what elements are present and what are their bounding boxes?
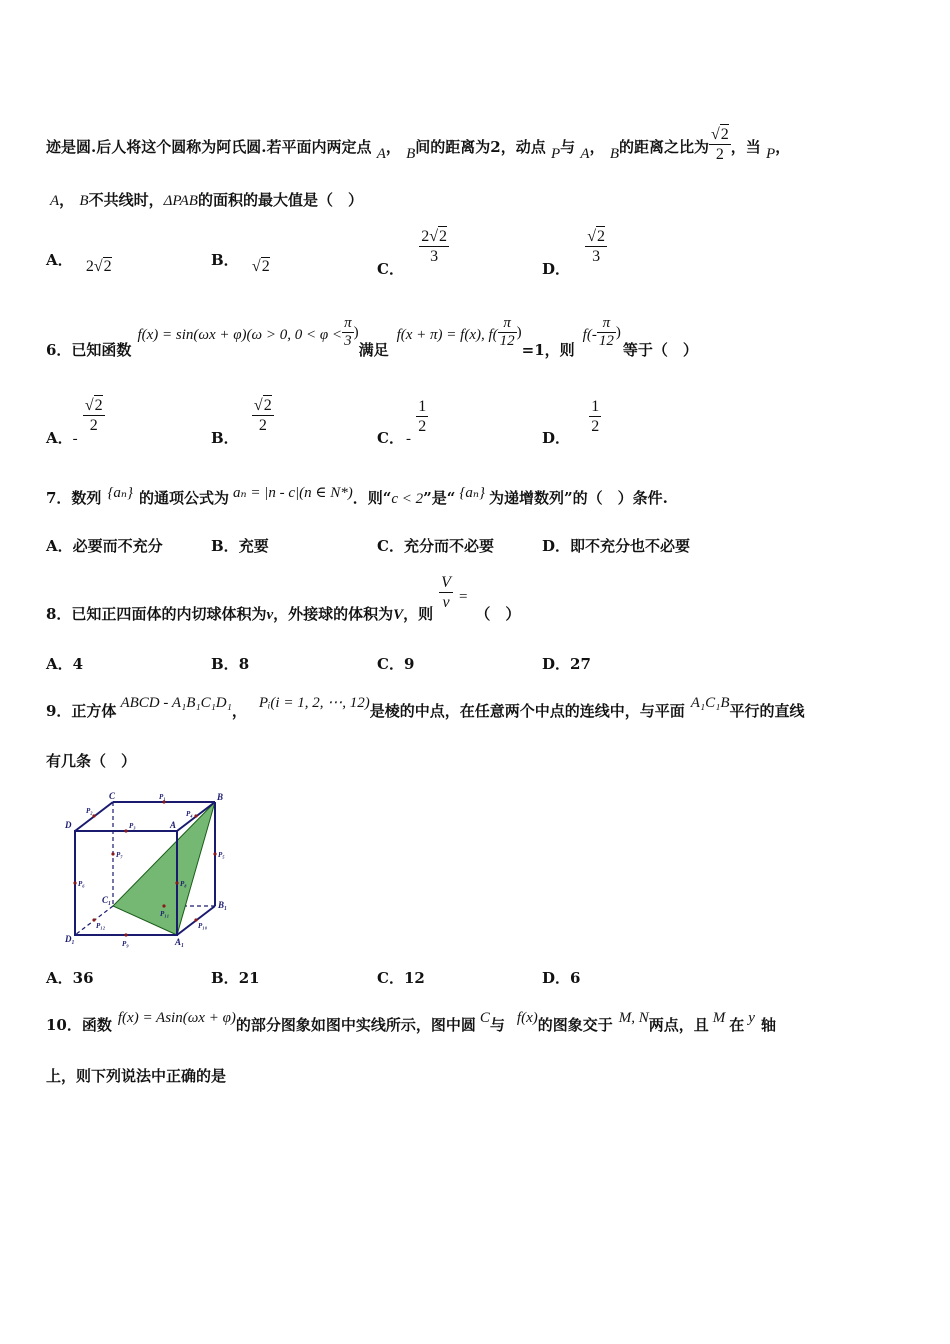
q9-plane: A₁C₁B	[690, 695, 730, 711]
q5-point-a2: A	[580, 146, 590, 162]
q5-l2-point-b: B	[79, 193, 89, 209]
q6-option-a[interactable]	[46, 395, 105, 447]
q8-big-v: V	[393, 606, 404, 623]
q6-paren-3: )	[615, 324, 621, 341]
q6-paren-2: )	[516, 324, 522, 341]
q10-function: f(x) = Asin(ωx + φ)	[117, 1010, 236, 1026]
q7-sequence: {aₙ}	[107, 485, 134, 501]
q8-small-v: v	[266, 606, 274, 623]
q8-fraction: $\frac{V}{v}$	[441, 574, 451, 611]
q9-option-b-text: 21	[238, 969, 260, 987]
label-b1: B₁	[218, 900, 228, 910]
label-p2: P₂	[86, 807, 93, 815]
q6-option-c-sign: -	[405, 430, 411, 447]
q7-text-3: ．则“	[352, 489, 392, 507]
q8-option-c-letter: C．	[377, 655, 404, 673]
q5-option-d-value: $\frac{√2}{3}$	[587, 228, 606, 265]
q5-text-4: 的距离之比为	[618, 138, 709, 156]
q10-line	[46, 1010, 776, 1035]
q5-option-c-value: $\frac{2√2}{3}$	[421, 228, 447, 265]
q7-option-d-letter: D．	[542, 537, 571, 555]
q6-option-c-value: $\frac{1}{2}$	[418, 398, 427, 435]
label-p1: P₁	[159, 793, 166, 801]
q8-option-b-letter: B．	[211, 655, 239, 673]
q6-option-c[interactable]	[377, 397, 428, 447]
q10-text-2: 的部分图象如图中实线所示，图中圆	[235, 1016, 476, 1034]
q9-option-c-text: 12	[403, 969, 425, 987]
q8-option-a[interactable]	[46, 653, 83, 674]
q8-equals: =	[458, 588, 468, 605]
q5-text-2: 间的距离为2，动点	[415, 138, 546, 156]
q6-option-a-sign: -	[72, 431, 78, 447]
q5-option-b-letter: B．	[211, 251, 239, 269]
q9-option-d-letter: D．	[542, 969, 571, 987]
q7-number: 7．数列	[46, 489, 102, 507]
q6-ask: f(-	[582, 326, 597, 343]
q10-points-mn: M, N	[618, 1010, 649, 1026]
q9-option-a-letter: A．	[46, 969, 73, 987]
q8-option-b-text: 8	[238, 655, 250, 673]
q5-comma-2: ，	[589, 138, 605, 156]
q5-option-a-value: 2√2	[85, 258, 112, 275]
q7-formula: aₙ = |n - c|(n ∈ N*)	[233, 485, 353, 501]
q10-point-m: M	[712, 1010, 726, 1026]
q9-option-c[interactable]	[377, 967, 425, 988]
q6-frac-pi-12: $\frac{\pi}{12}$	[499, 315, 515, 349]
label-a1: A₁	[175, 937, 185, 947]
label-p12: P₁₂	[96, 922, 106, 930]
q6-number: 6．已知函数	[46, 340, 132, 359]
q8-text-4: （ ）	[475, 604, 521, 623]
q5-option-d-letter: D．	[542, 260, 571, 278]
q5-text-3: 与	[560, 138, 576, 156]
q9-option-c-letter: C．	[377, 969, 404, 987]
q7-condition: c < 2	[391, 491, 424, 507]
q7-option-b-letter: B．	[211, 537, 239, 555]
label-p5: P₅	[218, 851, 225, 859]
q7-option-a[interactable]	[46, 535, 163, 556]
q5-option-d[interactable]	[542, 226, 607, 278]
label-p10: P₁₀	[198, 922, 208, 930]
q8-text-2: ，外接球的体积为	[273, 604, 394, 623]
q6-option-b[interactable]	[211, 395, 274, 447]
q5-point-p2: P	[766, 146, 776, 162]
q9-option-b[interactable]	[211, 967, 260, 988]
cube-figure	[60, 790, 235, 950]
q5-ratio-fraction: $\frac{√2}{2}$	[711, 126, 729, 163]
q10-text-4: 的图象交于	[537, 1016, 613, 1034]
q5-option-c-letter: C．	[377, 260, 404, 278]
q8-option-d[interactable]	[542, 653, 591, 674]
q6-satisfy: 满足	[358, 340, 389, 359]
q8-option-d-text: 27	[570, 655, 591, 673]
q9-text-2: 是棱的中点，在任意两个中点的连线中，与平面	[369, 702, 685, 720]
q5-line1	[46, 128, 790, 168]
q10-fx: f(x)	[516, 1010, 538, 1026]
q7-option-b-text: 充要	[238, 537, 269, 555]
q9-option-d-text: 6	[570, 969, 581, 987]
q6-option-d-letter: D．	[542, 428, 571, 447]
q9-option-b-letter: B．	[211, 969, 239, 987]
label-p8: P₈	[180, 880, 187, 888]
q8-text-3: ，则	[403, 604, 434, 623]
q8-option-a-text: 4	[72, 655, 84, 673]
q6-option-d-value: $\frac{1}{2}$	[591, 398, 600, 435]
label-p4: P₄	[186, 810, 193, 818]
q10-text-3: 与	[489, 1016, 505, 1034]
q6-condition: f(x + π) = f(x), f(	[396, 326, 498, 343]
q8-option-b[interactable]	[211, 653, 249, 674]
q10-text-5: 两点，且	[648, 1016, 709, 1034]
label-d1: D₁	[65, 934, 75, 944]
q5-option-a-letter: A．	[46, 251, 73, 269]
q9-option-a[interactable]	[46, 967, 94, 988]
q5-option-b[interactable]	[211, 249, 270, 275]
q9-line2: 有几条（ ）	[46, 752, 137, 770]
q8-option-d-letter: D．	[542, 655, 571, 673]
q6-line	[46, 315, 698, 359]
q8-option-c[interactable]	[377, 653, 414, 674]
q7-option-a-text: 必要而不充分	[72, 537, 163, 555]
label-p9: P₉	[122, 940, 129, 948]
q6-option-b-letter: B．	[211, 429, 239, 447]
q7-sequence-2: {aₙ}	[459, 485, 485, 501]
q6-function: f(x) = sin(ωx + φ)(ω > 0, 0 < φ <	[137, 326, 343, 343]
q7-option-c[interactable]	[377, 535, 494, 556]
q5-point-b2: B	[609, 146, 619, 162]
q9-number: 9．正方体	[46, 702, 117, 720]
label-a: A	[170, 820, 177, 830]
q5-l2-comma: ，	[59, 191, 75, 209]
q7-text-5: 为递增数列”的（ ）条件.	[489, 489, 668, 507]
q5-triangle: ΔPAB	[163, 193, 198, 209]
q7-text-2: 的通项公式为	[139, 489, 230, 507]
label-c1: C₁	[102, 895, 112, 905]
q6-equals-then: =1，则	[521, 340, 575, 359]
q6-equals-ask: 等于（ ）	[622, 340, 698, 359]
q7-option-b[interactable]	[211, 535, 269, 556]
q10-line2: 上，则下列说法中正确的是	[46, 1067, 227, 1085]
label-p6: P₆	[78, 880, 85, 888]
q5-text-1: 迹是圆.后人将这个圆称为阿氏圆.若平面内两定点	[46, 138, 372, 156]
q5-text-5: ，当	[730, 138, 761, 156]
q5-l2-text-1: 不共线时，	[88, 191, 164, 209]
q5-l2-point-a: A	[50, 193, 60, 209]
q5-point-p: P	[550, 146, 561, 162]
q5-point-a: A	[376, 146, 386, 162]
q5-option-a[interactable]	[46, 249, 112, 275]
q7-option-c-letter: C．	[377, 537, 404, 555]
q6-option-d[interactable]	[542, 397, 601, 447]
q8-option-a-letter: A．	[46, 655, 73, 673]
q10-text-7: 轴	[760, 1016, 776, 1034]
q6-option-c-letter: C．	[377, 428, 404, 447]
q9-points: Pᵢ(i = 1, 2, ⋯, 12)	[258, 695, 370, 711]
q9-text-3: 平行的直线	[729, 702, 805, 720]
q8-line	[46, 573, 521, 623]
q6-option-a-letter: A．	[46, 429, 73, 447]
q5-point-b: B	[406, 146, 416, 162]
q10-circle-c: C	[479, 1010, 490, 1026]
label-p7: P₇	[116, 851, 123, 859]
q9-comma: ，	[231, 702, 247, 720]
q8-option-c-text: 9	[403, 655, 415, 673]
q9-option-d[interactable]	[542, 967, 580, 988]
q5-line2	[50, 189, 363, 210]
q8-text-1: 8．已知正四面体的内切球体积为	[46, 604, 267, 623]
label-p3: P₃	[129, 822, 136, 830]
q7-line	[46, 487, 668, 508]
q5-option-b-value: √2	[251, 258, 270, 275]
q6-option-b-value: $\frac{√2}{2}$	[253, 397, 272, 434]
q6-paren-1: )	[353, 324, 359, 341]
q9-cube: ABCD - A₁B₁C₁D₁	[120, 695, 232, 711]
label-c: C	[109, 791, 116, 801]
q7-option-d[interactable]	[542, 535, 690, 556]
q5-option-c[interactable]	[377, 226, 449, 278]
q9-line	[46, 695, 805, 721]
q7-text-4: ”是“	[423, 489, 456, 507]
q5-l2-text-2: 的面积的最大值是（ ）	[197, 191, 363, 209]
q7-option-c-text: 充分而不必要	[403, 537, 494, 555]
q10-axis-y: y	[748, 1010, 755, 1026]
q6-frac-neg-pi-12: $\frac{\pi}{12}$	[598, 315, 614, 349]
q10-text-6: 在	[729, 1016, 745, 1034]
q7-option-a-letter: A．	[46, 537, 73, 555]
label-b: B	[217, 792, 224, 802]
q5-comma-3: ，	[775, 138, 791, 156]
q6-option-a-value: $\frac{√2}{2}$	[84, 397, 103, 434]
label-d: D	[65, 820, 72, 830]
label-p11: P₁₁	[160, 910, 170, 918]
q10-number: 10．函数	[46, 1016, 112, 1034]
q7-option-d-text: 即不充分也不必要	[570, 537, 691, 555]
q9-option-a-text: 36	[72, 969, 94, 987]
q5-comma: ，	[385, 138, 401, 156]
q6-frac-pi-3: $\frac{\pi}{3}$	[344, 315, 352, 349]
